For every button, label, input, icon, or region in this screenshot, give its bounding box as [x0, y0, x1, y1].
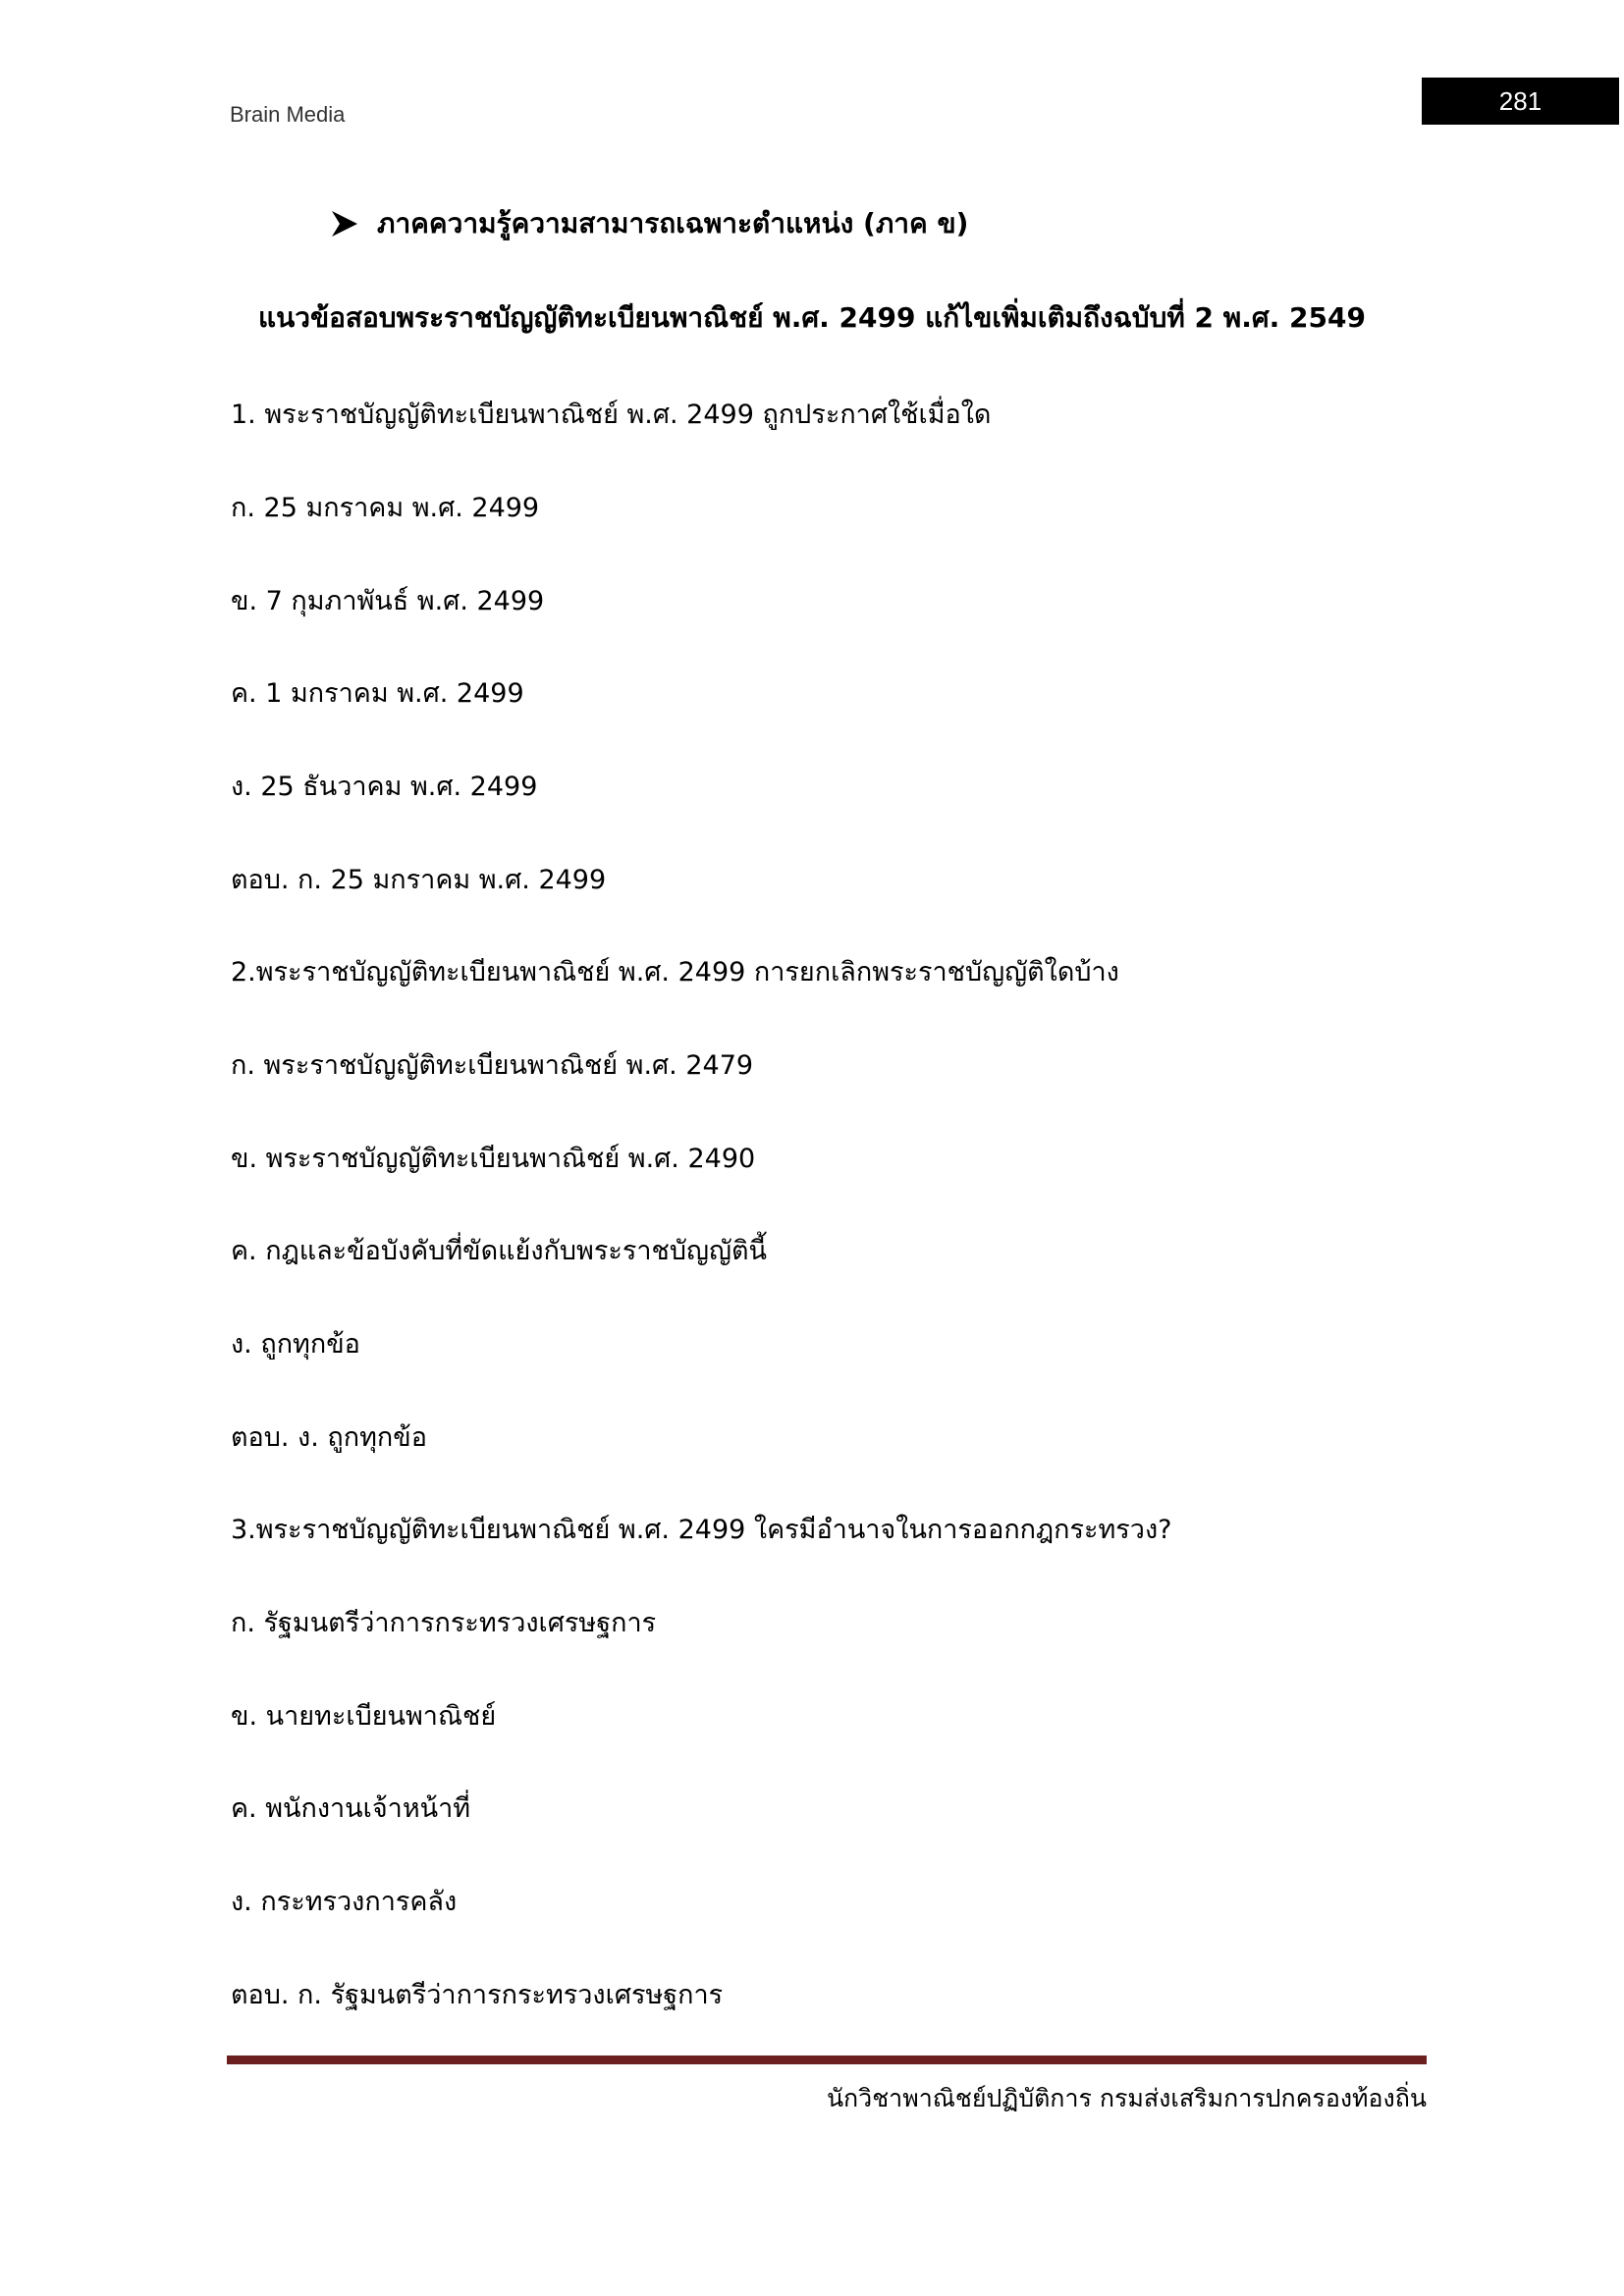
q2-option-c: ค. กฎและข้อบังคับที่ขัดแย้งกับพระราชบัญญัตินี้ — [231, 1236, 767, 1266]
header-brand: Brain Media — [230, 102, 346, 127]
page-number: 281 — [1422, 78, 1619, 125]
q1-option-a: ก. 25 มกราคม พ.ศ. 2499 — [231, 493, 540, 523]
exam-title: แนวข้อสอบพระราชบัญญัติทะเบียนพาณิชย์ พ.ศ. 2499 แก้ไขเพิ่มเติมถึงฉบับที่ 2 พ.ศ. 2549 — [258, 301, 1366, 334]
footer-text: นักวิชาพาณิชย์ปฏิบัติการ กรมส่งเสริมการปกครองท้องถิ่น — [826, 2084, 1427, 2112]
question-1: 1. พระราชบัญญัติทะเบียนพาณิชย์ พ.ศ. 2499 ถูกประกาศใช้เมื่อใด — [231, 400, 992, 430]
q2-answer: ตอบ. ง. ถูกทุกข้อ — [231, 1422, 427, 1453]
q2-option-d: ง. ถูกทุกข้อ — [231, 1329, 360, 1360]
q3-answer: ตอบ. ก. รัฐมนตรีว่าการกระทรวงเศรษฐการ — [231, 1980, 724, 2010]
q1-option-c: ค. 1 มกราคม พ.ศ. 2499 — [231, 678, 524, 709]
q2-option-a: ก. พระราชบัญญัติทะเบียนพาณิชย์ พ.ศ. 2479 — [231, 1050, 754, 1081]
q3-option-d: ง. กระทรวงการคลัง — [231, 1887, 458, 1917]
q3-option-c: ค. พนักงานเจ้าหน้าที่ — [231, 1793, 471, 1824]
arrow-right-icon — [330, 209, 359, 239]
footer-divider — [227, 2056, 1427, 2064]
q1-answer: ตอบ. ก. 25 มกราคม พ.ศ. 2499 — [231, 865, 607, 895]
section-heading-text: ภาคความรู้ความสามารถเฉพาะตำแหน่ง (ภาค ข) — [377, 207, 969, 240]
question-2: 2.พระราชบัญญัติทะเบียนพาณิชย์ พ.ศ. 2499 การยกเลิกพระราชบัญญัติใดบ้าง — [231, 957, 1119, 988]
q1-option-d: ง. 25 ธันวาคม พ.ศ. 2499 — [231, 772, 538, 802]
section-heading — [330, 202, 968, 245]
q2-option-b: ข. พระราชบัญญัติทะเบียนพาณิชย์ พ.ศ. 2490 — [231, 1144, 756, 1174]
q3-option-b: ข. นายทะเบียนพาณิชย์ — [231, 1701, 497, 1732]
question-3: 3.พระราชบัญญัติทะเบียนพาณิชย์ พ.ศ. 2499 ใครมีอำนาจในการออกกฎกระทรวง? — [231, 1515, 1172, 1545]
q3-option-a: ก. รัฐมนตรีว่าการกระทรวงเศรษฐการ — [231, 1608, 657, 1638]
q1-option-b: ข. 7 กุมภาพันธ์ พ.ศ. 2499 — [231, 586, 545, 616]
